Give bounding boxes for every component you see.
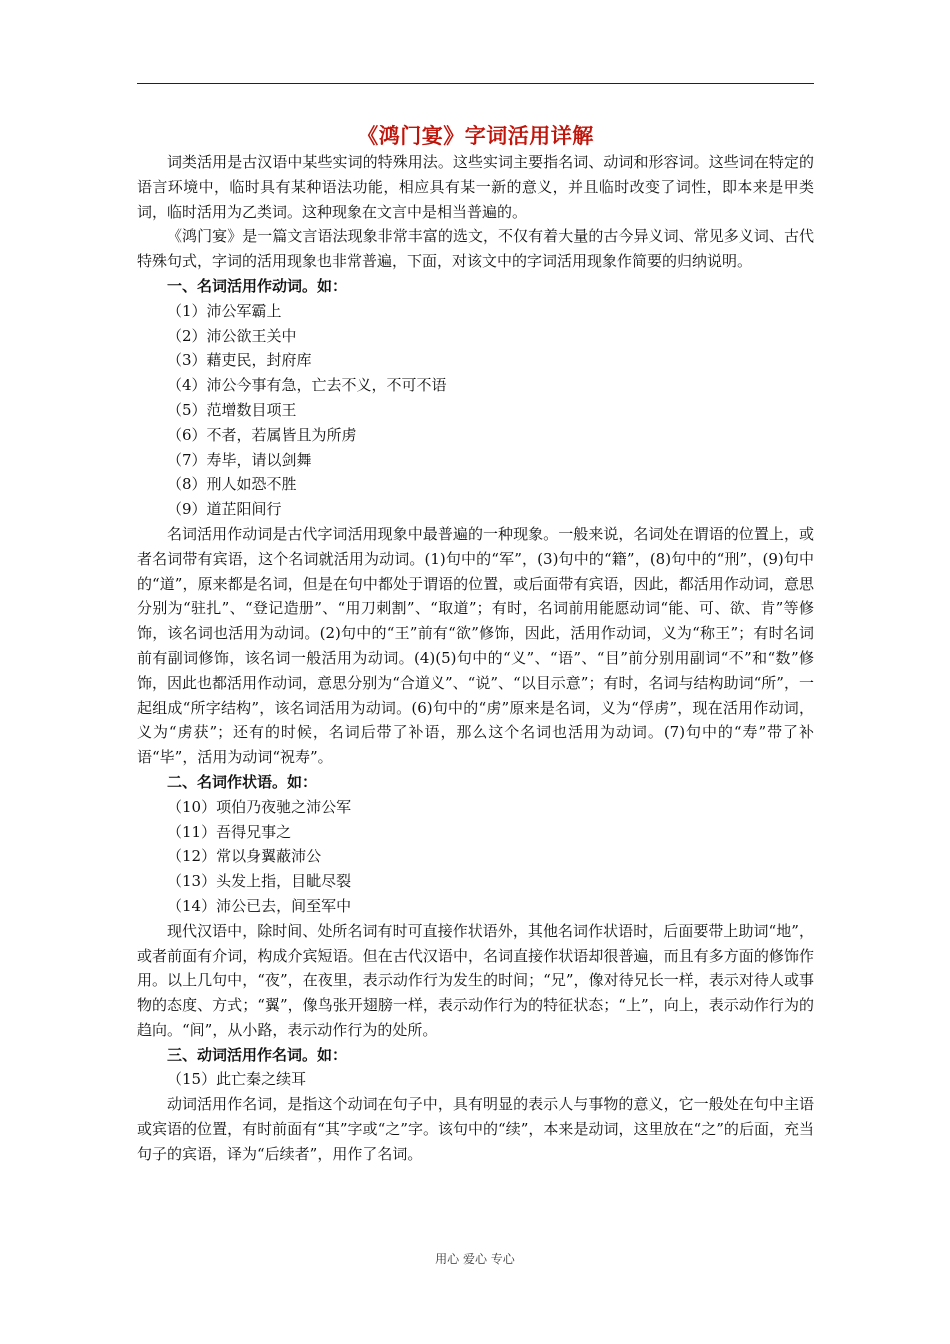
section-heading: 二、名词作状语。如： xyxy=(167,772,318,791)
example-item: （4）沛公今事有急，亡去不义，不可不语 xyxy=(167,376,447,395)
example-item: （9）道芷阳间行 xyxy=(167,500,282,519)
example-item: （7）寿毕，请以剑舞 xyxy=(167,450,312,469)
example-item: （10）项伯乃夜驰之沛公军 xyxy=(167,797,352,816)
explanation-paragraph: 动词活用作名词，是指这个动词在句子中，具有明显的表示人与事物的意义，它一般处在句中主语或宾语的位置，有时前面有“其”字或“之”字。该句中的“续”，本来是动词，这里放在“之”的后面，充当句子的宾语，译为“后续者”，用作了名词。 xyxy=(137,1095,814,1163)
intro-paragraph: 词类活用是古汉语中某些实词的特殊用法。这些实词主要指名词、动词和形容词。这些词在特定的语言环境中，临时具有某种语法功能，相应具有某一新的意义，并且临时改变了词性，即本来是甲类词，临时活用为乙类词。这种现象在文言中是相当普遍的。 xyxy=(137,153,814,221)
example-item: （8）刑人如恐不胜 xyxy=(167,475,297,494)
example-item: （6）不者，若属皆且为所虏 xyxy=(167,425,357,444)
intro-paragraph: 《鸿门宴》是一篇文言语法现象非常丰富的选文，不仅有着大量的古今异义词、常见多义词、古代特殊句式，字词的活用现象也非常普遍，下面，对该文中的字词活用现象作简要的归纳说明。 xyxy=(137,227,814,271)
header-rule xyxy=(137,83,814,84)
example-item: （11）吾得兄事之 xyxy=(167,822,292,841)
example-item: （12）常以身翼蔽沛公 xyxy=(167,847,322,866)
example-item: （15）此亡秦之续耳 xyxy=(167,1070,307,1089)
example-item: （5）范增数目项王 xyxy=(167,400,297,419)
example-item: （1）沛公军霸上 xyxy=(167,301,282,320)
page-title: 《鸿门宴》字词活用详解 xyxy=(357,123,594,148)
example-item: （3）藉吏民，封府库 xyxy=(167,351,312,370)
explanation-paragraph: 名词活用作动词是古代字词活用现象中最普遍的一种现象。一般来说，名词处在谓语的位置上，或者名词带有宾语，这个名词就活用为动词。(1)句中的“军”，(3)句中的“籍”，(8)句中的“刑”，(9)句中的“道”，原来都是名词，但是在句中都处于谓语的位置，或后面带有宾语，因此，都活用作动词，意思分别为“驻扎”、“登记造册”、“用刀刺割”、“取道”；有时，名词前用能愿动词“能、可、欲、肯”等修饰，该名词也活用为动词。(2)句中的“王”前有“欲”修饰，因此，活用作动词，义为“称王”；有时名词前有副词修饰，该名词一般活用为动词。(4)(5)句中的“义”、“语”、“目”前分别用副词“不”和“数”修饰，因此也都活用作动词，意思分别为“合道义”、“说”、“以目示意”；有时，名词与结构助词“所”，一起组成“所字结构”，该名词活用为动词。(6)句中的“虏”原来是名词，义为“俘虏”，现在活用作动词，义为“虏获”；还有的时候，名词后带了补语，那么这个名词也活用为动词。(7)句中的“寿”带了补语“毕”，活用为动词“祝寿”。 xyxy=(137,524,814,767)
example-item: （14）沛公已去，间至军中 xyxy=(167,896,352,915)
example-item: （13）头发上指，目眦尽裂 xyxy=(167,872,352,891)
section-heading: 三、动词活用作名词。如： xyxy=(167,1045,348,1064)
document-body xyxy=(137,150,814,1167)
example-item: （2）沛公欲王关中 xyxy=(167,326,297,345)
section-heading: 一、名词活用作动词。如： xyxy=(167,276,348,295)
explanation-paragraph: 现代汉语中，除时间、处所名词有时可直接作状语外，其他名词作状语时，后面要带上助词“地”，或者前面有介词，构成介宾短语。但在古代汉语中，名词直接作状语却很普遍，而且有多方面的修饰作用。以上几句中，“夜”，在夜里，表示动作行为发生的时间；“兄”，像对待兄长一样，表示对待人或事物的态度、方式；“翼”，像鸟张开翅膀一样，表示动作行为的特征状态；“上”，向上，表示动作行为的趋向。“间”，从小路，表示动作行为的处所。 xyxy=(137,921,814,1039)
page-footer: 用心 爱心 专心 xyxy=(435,1252,515,1266)
